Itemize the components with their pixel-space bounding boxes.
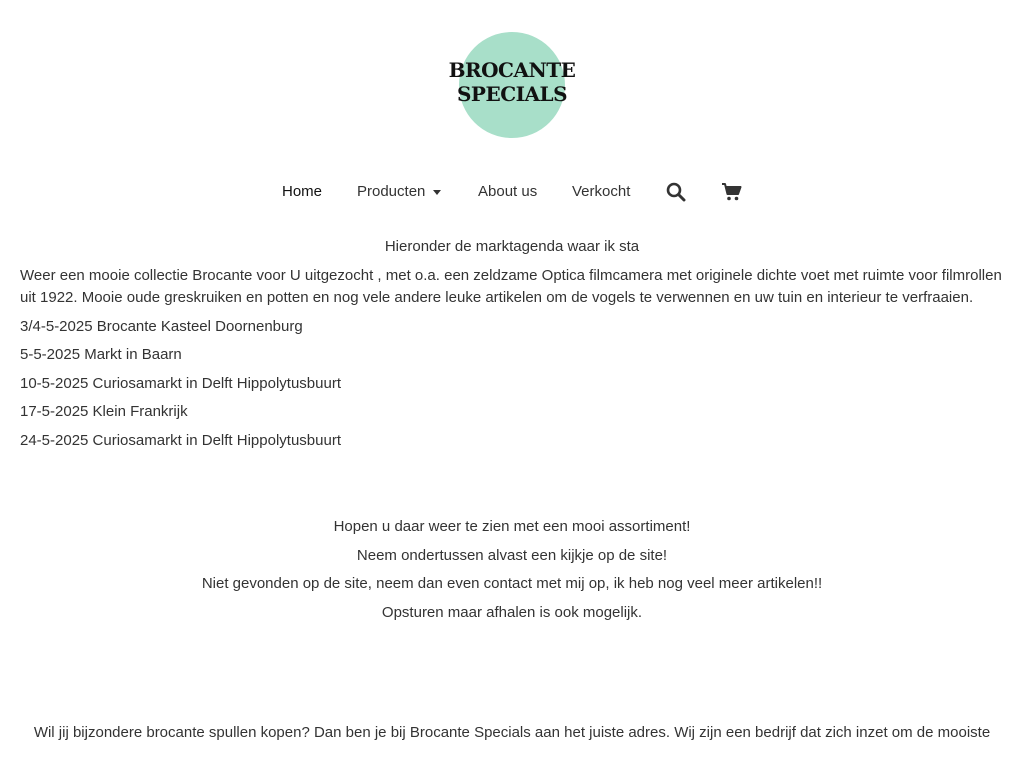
closing-line: Neem ondertussen alvast een kijkje op de site! bbox=[356, 546, 668, 564]
spacer bbox=[20, 630, 1004, 722]
agenda-item: 17-5-2025 Klein Frankrijk bbox=[20, 403, 188, 420]
agenda-item: 24-5-2025 Curiosamarkt in Delft Hippolytusbuurt bbox=[20, 431, 341, 449]
main-content bbox=[20, 236, 1004, 751]
agenda-item: 10-5-2025 Curiosamarkt in Delft Hippolytusbuurt bbox=[20, 374, 341, 392]
agenda-item: 3/4-5-2025 Brocante Kasteel Doornenburg bbox=[20, 317, 303, 335]
agenda-item: 5-5-2025 Markt in Baarn bbox=[20, 346, 182, 363]
search-icon[interactable] bbox=[666, 182, 688, 204]
header-logo[interactable] bbox=[0, 0, 1024, 160]
closing-line: Niet gevonden op de site, neem dan even contact met mij op, ik heb nog veel meer artikelen!! bbox=[201, 575, 823, 592]
chevron-down-icon bbox=[433, 190, 441, 195]
intro-paragraph: Weer een mooie collectie Brocante voor U uitgezocht , met o.a. een zeldzame Optica filmcamera met originele dichte voet met ruimte voor filmrollen uit 1922. Mooie oude greskruiken en potten en nog vele andere leuke artikelen om de vogels te verwennen en uw tuin en interieur te verfraaien. bbox=[20, 266, 1002, 306]
logo-line-2: SPECIALS bbox=[456, 82, 568, 106]
intro-heading: Hieronder de marktagenda waar ik sta bbox=[384, 238, 640, 255]
about-paragraph: Wil jij bijzondere brocante spullen kopen? Dan ben je bij Brocante Specials aan het juiste adres. Wij zijn een bedrijf dat zich inzet om de mooiste bbox=[33, 724, 991, 741]
nav-item-home[interactable]: Home bbox=[282, 183, 323, 200]
cart-icon[interactable] bbox=[721, 182, 743, 204]
closing-line: Opsturen maar afhalen is ook mogelijk. bbox=[381, 603, 643, 621]
nav-item-producten-label: Producten bbox=[357, 183, 426, 200]
main-nav bbox=[0, 178, 1024, 208]
closing-line: Hopen u daar weer te zien met een mooi assortiment! bbox=[333, 518, 691, 535]
logo-text bbox=[432, 58, 592, 106]
nav-item-about-us[interactable]: About us bbox=[478, 183, 538, 200]
spacer bbox=[20, 458, 1004, 516]
nav-item-verkocht[interactable]: Verkocht bbox=[572, 183, 631, 200]
nav-item-producten[interactable] bbox=[357, 183, 441, 200]
logo-line-1: BROCANTE bbox=[448, 58, 576, 82]
